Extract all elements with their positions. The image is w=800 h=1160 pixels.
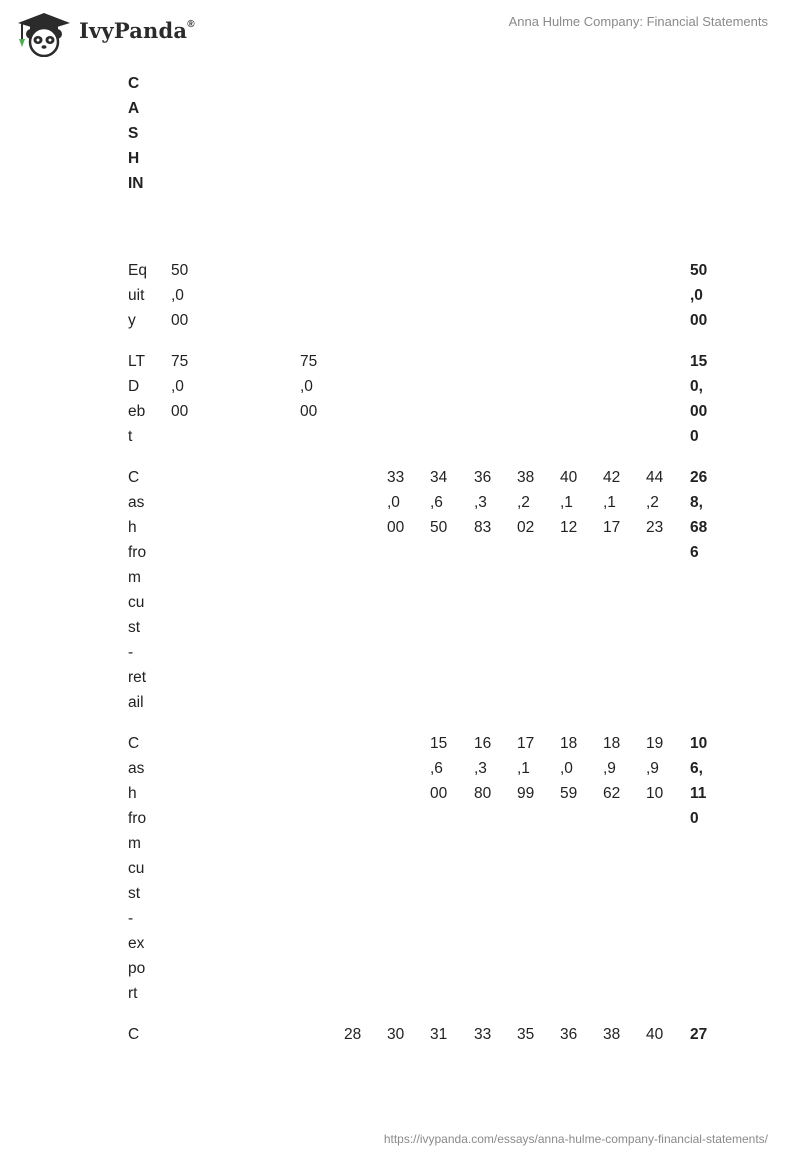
- value-cell-line: 80: [474, 785, 492, 802]
- value-cell-line: ,2: [646, 494, 659, 511]
- value-cell: [646, 731, 663, 806]
- value-cell-line: ,2: [517, 494, 530, 511]
- row-label-line: m: [128, 569, 141, 586]
- value-cell-line: 50: [171, 262, 189, 279]
- section-heading-cash-in-line: H: [128, 150, 140, 167]
- value-cell-line: 50: [430, 519, 448, 536]
- value-cell-line: 17: [517, 735, 535, 752]
- row-label-line: cu: [128, 594, 145, 611]
- total-cell-line: 00: [690, 312, 708, 329]
- value-cell-line: ,3: [474, 494, 487, 511]
- total-cell: [690, 258, 707, 333]
- section-heading-cash-in: [128, 71, 144, 196]
- value-cell-line: 75: [300, 353, 318, 370]
- value-cell: [517, 731, 534, 806]
- row-label: [128, 349, 145, 449]
- value-cell-line: 28: [344, 1026, 362, 1043]
- row-label-line: cu: [128, 860, 145, 877]
- value-cell: [474, 465, 491, 540]
- row-label-line: h: [128, 785, 137, 802]
- total-cell-line: 27: [690, 1026, 708, 1043]
- value-cell: [603, 1022, 620, 1047]
- value-cell: [387, 1022, 404, 1047]
- row-label-line: fro: [128, 544, 147, 561]
- section-heading-cash-in-line: A: [128, 100, 140, 117]
- value-cell-line: 42: [603, 469, 621, 486]
- value-cell: [474, 731, 491, 806]
- value-cell: [560, 1022, 577, 1047]
- value-cell-line: ,0: [560, 760, 573, 777]
- value-cell-line: 02: [517, 519, 535, 536]
- row-label-line: t: [128, 428, 133, 445]
- value-cell-line: ,0: [387, 494, 400, 511]
- value-cell-line: ,1: [560, 494, 573, 511]
- value-cell-line: 18: [603, 735, 621, 752]
- value-cell-line: 40: [646, 1026, 664, 1043]
- value-cell: [300, 349, 317, 424]
- row-label-line: ex: [128, 935, 145, 952]
- value-cell-line: 00: [171, 312, 189, 329]
- value-cell-line: 00: [387, 519, 405, 536]
- row-label-line: C: [128, 735, 140, 752]
- row-label-line: y: [128, 312, 136, 329]
- total-cell: [690, 349, 707, 449]
- value-cell-line: 75: [171, 353, 189, 370]
- value-cell-line: ,6: [430, 760, 443, 777]
- row-label-line: as: [128, 760, 145, 777]
- value-cell-line: 38: [603, 1026, 621, 1043]
- value-cell: [560, 731, 577, 806]
- value-cell-line: 00: [300, 403, 318, 420]
- value-cell-line: 34: [430, 469, 448, 486]
- value-cell-line: ,1: [517, 760, 530, 777]
- value-cell: [646, 1022, 663, 1047]
- row-label-line: m: [128, 835, 141, 852]
- total-cell-line: 15: [690, 353, 708, 370]
- total-cell-line: 6,: [690, 760, 703, 777]
- value-cell-line: ,9: [646, 760, 659, 777]
- total-cell-line: 11: [690, 785, 707, 802]
- value-cell: [603, 465, 620, 540]
- row-label-line: -: [128, 910, 134, 927]
- brand-text: IvyPanda: [79, 18, 188, 43]
- total-cell-line: 6: [690, 544, 699, 561]
- value-cell-line: 00: [171, 403, 189, 420]
- total-cell-line: ,0: [690, 287, 703, 304]
- value-cell-line: 36: [560, 1026, 578, 1043]
- value-cell-line: 10: [646, 785, 664, 802]
- row-label: [128, 731, 146, 1006]
- value-cell-line: 44: [646, 469, 664, 486]
- row-label-line: rt: [128, 985, 138, 1002]
- document-title: Anna Hulme Company: Financial Statements: [508, 14, 768, 29]
- value-cell-line: ,0: [171, 287, 184, 304]
- total-cell-line: 0,: [690, 378, 703, 395]
- value-cell-line: 12: [560, 519, 578, 536]
- value-cell-line: 30: [387, 1026, 405, 1043]
- row-label: [128, 258, 147, 333]
- row-label-line: st: [128, 619, 141, 636]
- value-cell-line: 59: [560, 785, 578, 802]
- value-cell: [171, 349, 188, 424]
- total-cell-line: 10: [690, 735, 708, 752]
- registered-mark: ®: [187, 19, 195, 30]
- row-label-line: C: [128, 1026, 140, 1043]
- value-cell-line: 19: [646, 735, 664, 752]
- value-cell: [430, 731, 447, 806]
- value-cell-line: 36: [474, 469, 492, 486]
- total-cell-line: 0: [690, 428, 699, 445]
- value-cell-line: 35: [517, 1026, 535, 1043]
- value-cell-line: 33: [474, 1026, 492, 1043]
- total-cell-line: 26: [690, 469, 708, 486]
- row-label-line: D: [128, 378, 140, 395]
- row-label-line: Eq: [128, 262, 147, 279]
- row-label-line: po: [128, 960, 146, 977]
- value-cell-line: 40: [560, 469, 578, 486]
- row-label-line: h: [128, 519, 137, 536]
- row-label-line: fro: [128, 810, 147, 827]
- section-heading-cash-in-line: C: [128, 75, 140, 92]
- value-cell-line: ,0: [171, 378, 184, 395]
- total-cell: [690, 731, 707, 831]
- value-cell: [517, 465, 534, 540]
- value-cell-line: 31: [430, 1026, 448, 1043]
- row-label: [128, 465, 146, 715]
- value-cell: [171, 258, 188, 333]
- value-cell-line: 33: [387, 469, 405, 486]
- value-cell: [474, 1022, 491, 1047]
- value-cell: [646, 465, 663, 540]
- value-cell-line: ,1: [603, 494, 616, 511]
- value-cell-line: 23: [646, 519, 664, 536]
- row-label-line: C: [128, 469, 140, 486]
- row-label-line: as: [128, 494, 145, 511]
- value-cell-line: 99: [517, 785, 535, 802]
- total-cell: [690, 1022, 707, 1047]
- total-cell-line: 0: [690, 810, 699, 827]
- value-cell-line: ,6: [430, 494, 443, 511]
- row-label-line: -: [128, 644, 134, 661]
- value-cell: [387, 465, 404, 540]
- value-cell-line: 00: [430, 785, 448, 802]
- row-label-line: ail: [128, 694, 144, 711]
- value-cell-line: 38: [517, 469, 535, 486]
- value-cell-line: ,9: [603, 760, 616, 777]
- value-cell: [344, 1022, 361, 1047]
- row-label-line: LT: [128, 353, 145, 370]
- row-label-line: ret: [128, 669, 147, 686]
- row-label-line: st: [128, 885, 141, 902]
- row-label-line: uit: [128, 287, 145, 304]
- footer-url[interactable]: https://ivypanda.com/essays/anna-hulme-company-financial-statements/: [383, 1132, 768, 1146]
- value-cell-line: 18: [560, 735, 578, 752]
- value-cell: [560, 465, 577, 540]
- total-cell-line: 68: [690, 519, 708, 536]
- value-cell-line: 16: [474, 735, 492, 752]
- total-cell-line: 50: [690, 262, 708, 279]
- value-cell-line: 62: [603, 785, 621, 802]
- value-cell: [517, 1022, 534, 1047]
- total-cell: [690, 465, 707, 565]
- value-cell-line: ,0: [300, 378, 313, 395]
- value-cell: [603, 731, 620, 806]
- total-cell-line: 8,: [690, 494, 703, 511]
- total-cell-line: 00: [690, 403, 708, 420]
- value-cell: [430, 465, 447, 540]
- section-heading-cash-in-line: IN: [128, 175, 144, 192]
- section-heading-cash-in-line: S: [128, 125, 139, 142]
- value-cell-line: 83: [474, 519, 492, 536]
- value-cell-line: 17: [603, 519, 621, 536]
- row-label: [128, 1022, 139, 1047]
- value-cell: [430, 1022, 447, 1047]
- value-cell-line: 15: [430, 735, 448, 752]
- row-label-line: eb: [128, 403, 146, 420]
- value-cell-line: ,3: [474, 760, 487, 777]
